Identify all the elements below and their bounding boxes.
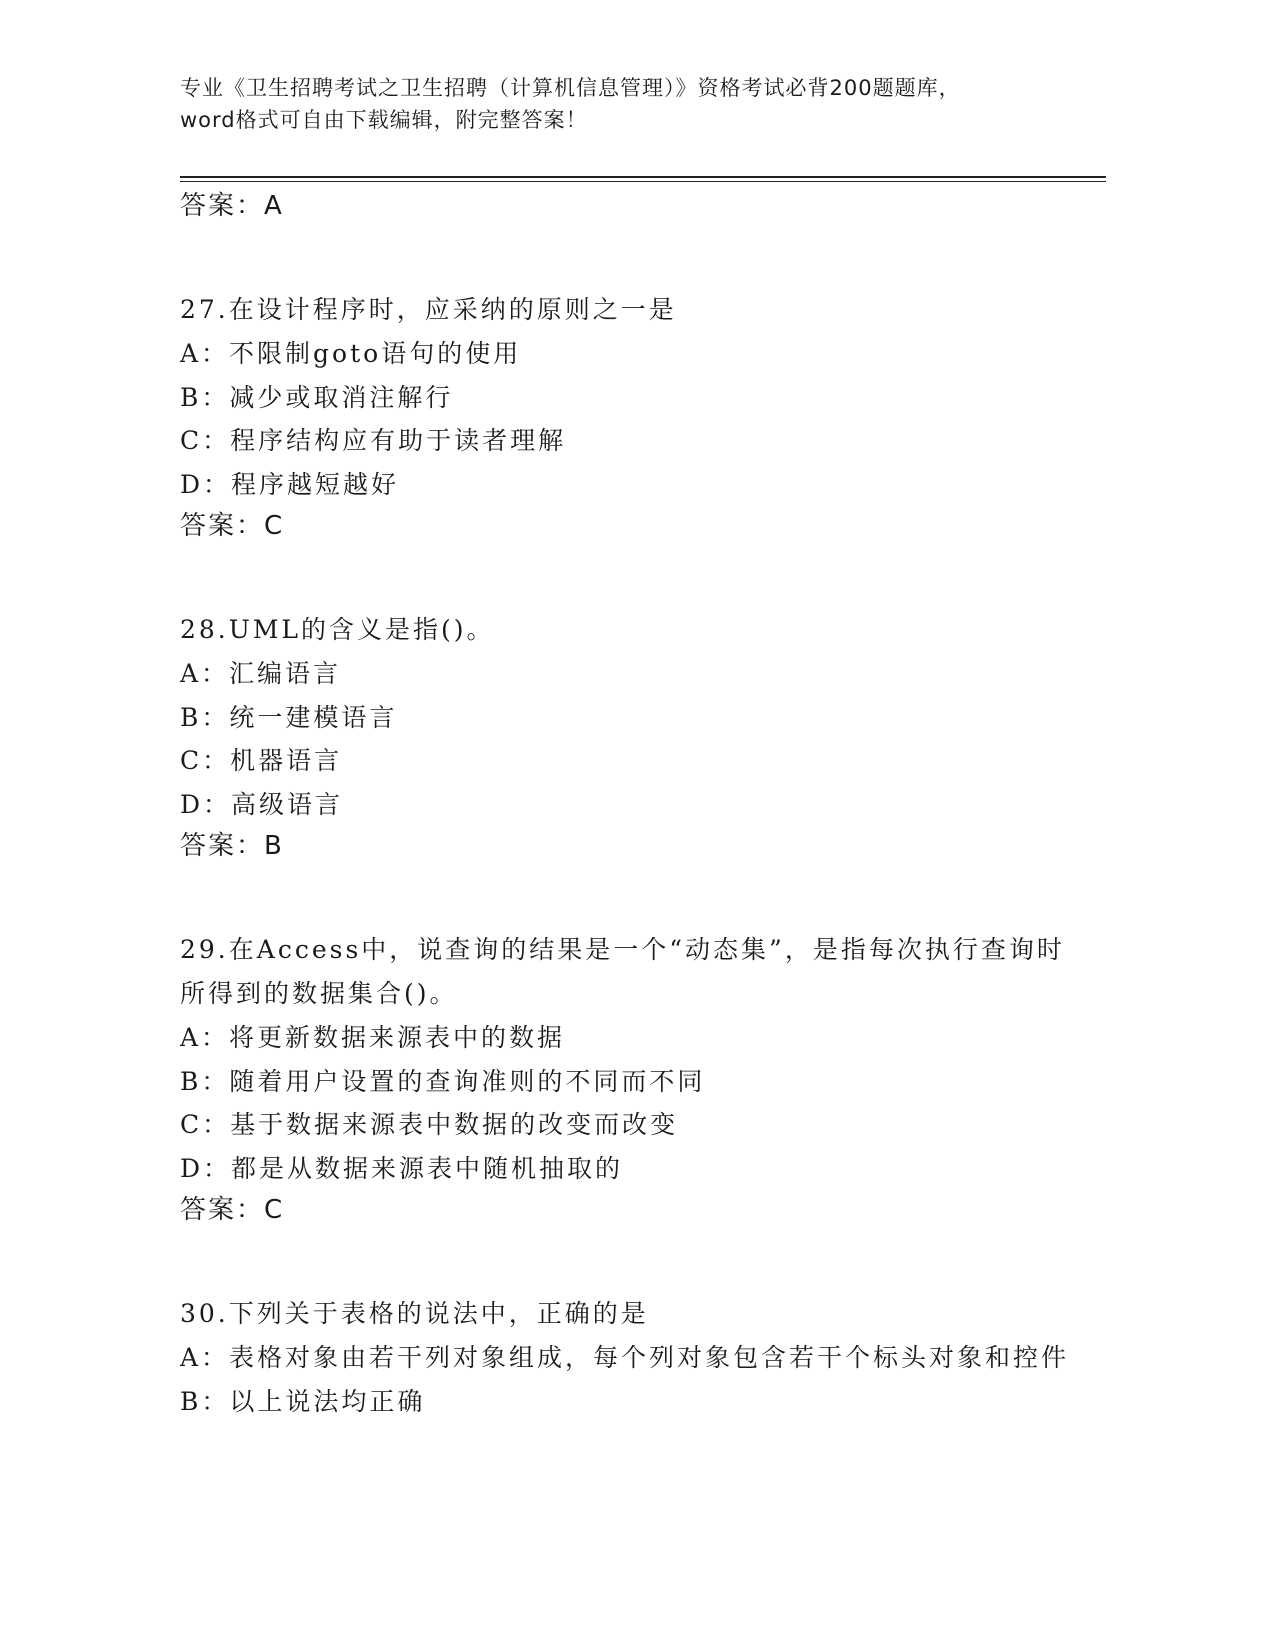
option-d: D：都是从数据来源表中随机抽取的 (180, 1153, 624, 1183)
header-line-2: word格式可自由下载编辑，附完整答案！ (180, 108, 588, 132)
answer-line (180, 826, 1080, 864)
answer-value: C (264, 1195, 283, 1225)
option-a: A：不限制goto语句的使用 (180, 339, 522, 368)
answer-label: 答案： (180, 831, 265, 861)
question-text: 29.在Access中，说查询的结果是一个“动态集”，是指每次执行查询时所得到的数据集合()。 (180, 935, 1065, 1008)
question-block-27 (180, 288, 1080, 544)
answer-line (180, 186, 1080, 224)
question-block-30 (180, 1292, 1080, 1423)
option-a: A：将更新数据来源表中的数据 (180, 1023, 566, 1052)
answer-value: C (264, 511, 283, 541)
question-block-28 (180, 608, 1080, 864)
header-line-1: 专业《卫生招聘考试之卫生招聘（计算机信息管理）》资格考试必背200题题库， (180, 76, 961, 100)
spacer (180, 1228, 1080, 1292)
option-d: D：程序越短越好 (180, 469, 400, 499)
answer-label: 答案： (180, 1195, 265, 1225)
option-d: D：高级语言 (180, 789, 344, 819)
answer-line (180, 506, 1080, 544)
answer-value: A (264, 191, 282, 221)
question-text: 27.在设计程序时，应采纳的原则之一是 (180, 295, 677, 324)
answer-line (180, 1190, 1080, 1228)
option-b: B：以上说法均正确 (180, 1386, 426, 1416)
option-b: B：减少或取消注解行 (180, 382, 454, 412)
option-c: C：机器语言 (180, 746, 343, 775)
option-c: C：程序结构应有助于读者理解 (180, 426, 567, 455)
spacer (180, 544, 1080, 608)
document-content (180, 186, 1080, 1423)
answer-value: B (264, 831, 282, 861)
question-text: 28.UML的含义是指()。 (180, 615, 495, 644)
header-rule-thin (180, 181, 1106, 182)
option-b: B：统一建模语言 (180, 702, 398, 732)
option-c: C：基于数据来源表中数据的改变而改变 (180, 1110, 679, 1139)
question-block-29 (180, 928, 1080, 1228)
spacer (180, 864, 1080, 928)
header-rule-thick (180, 176, 1106, 178)
answer-label: 答案： (180, 191, 265, 221)
option-b: B：随着用户设置的查询准则的不同而不同 (180, 1066, 706, 1096)
option-a: A：汇编语言 (180, 659, 342, 688)
spacer (180, 224, 1080, 288)
question-text: 30.下列关于表格的说法中，正确的是 (180, 1299, 649, 1328)
answer-label: 答案： (180, 511, 265, 541)
document-header (180, 72, 1080, 136)
option-a: A：表格对象由若干列对象组成，每个列对象包含若干个标头对象和控件 (180, 1343, 1070, 1372)
